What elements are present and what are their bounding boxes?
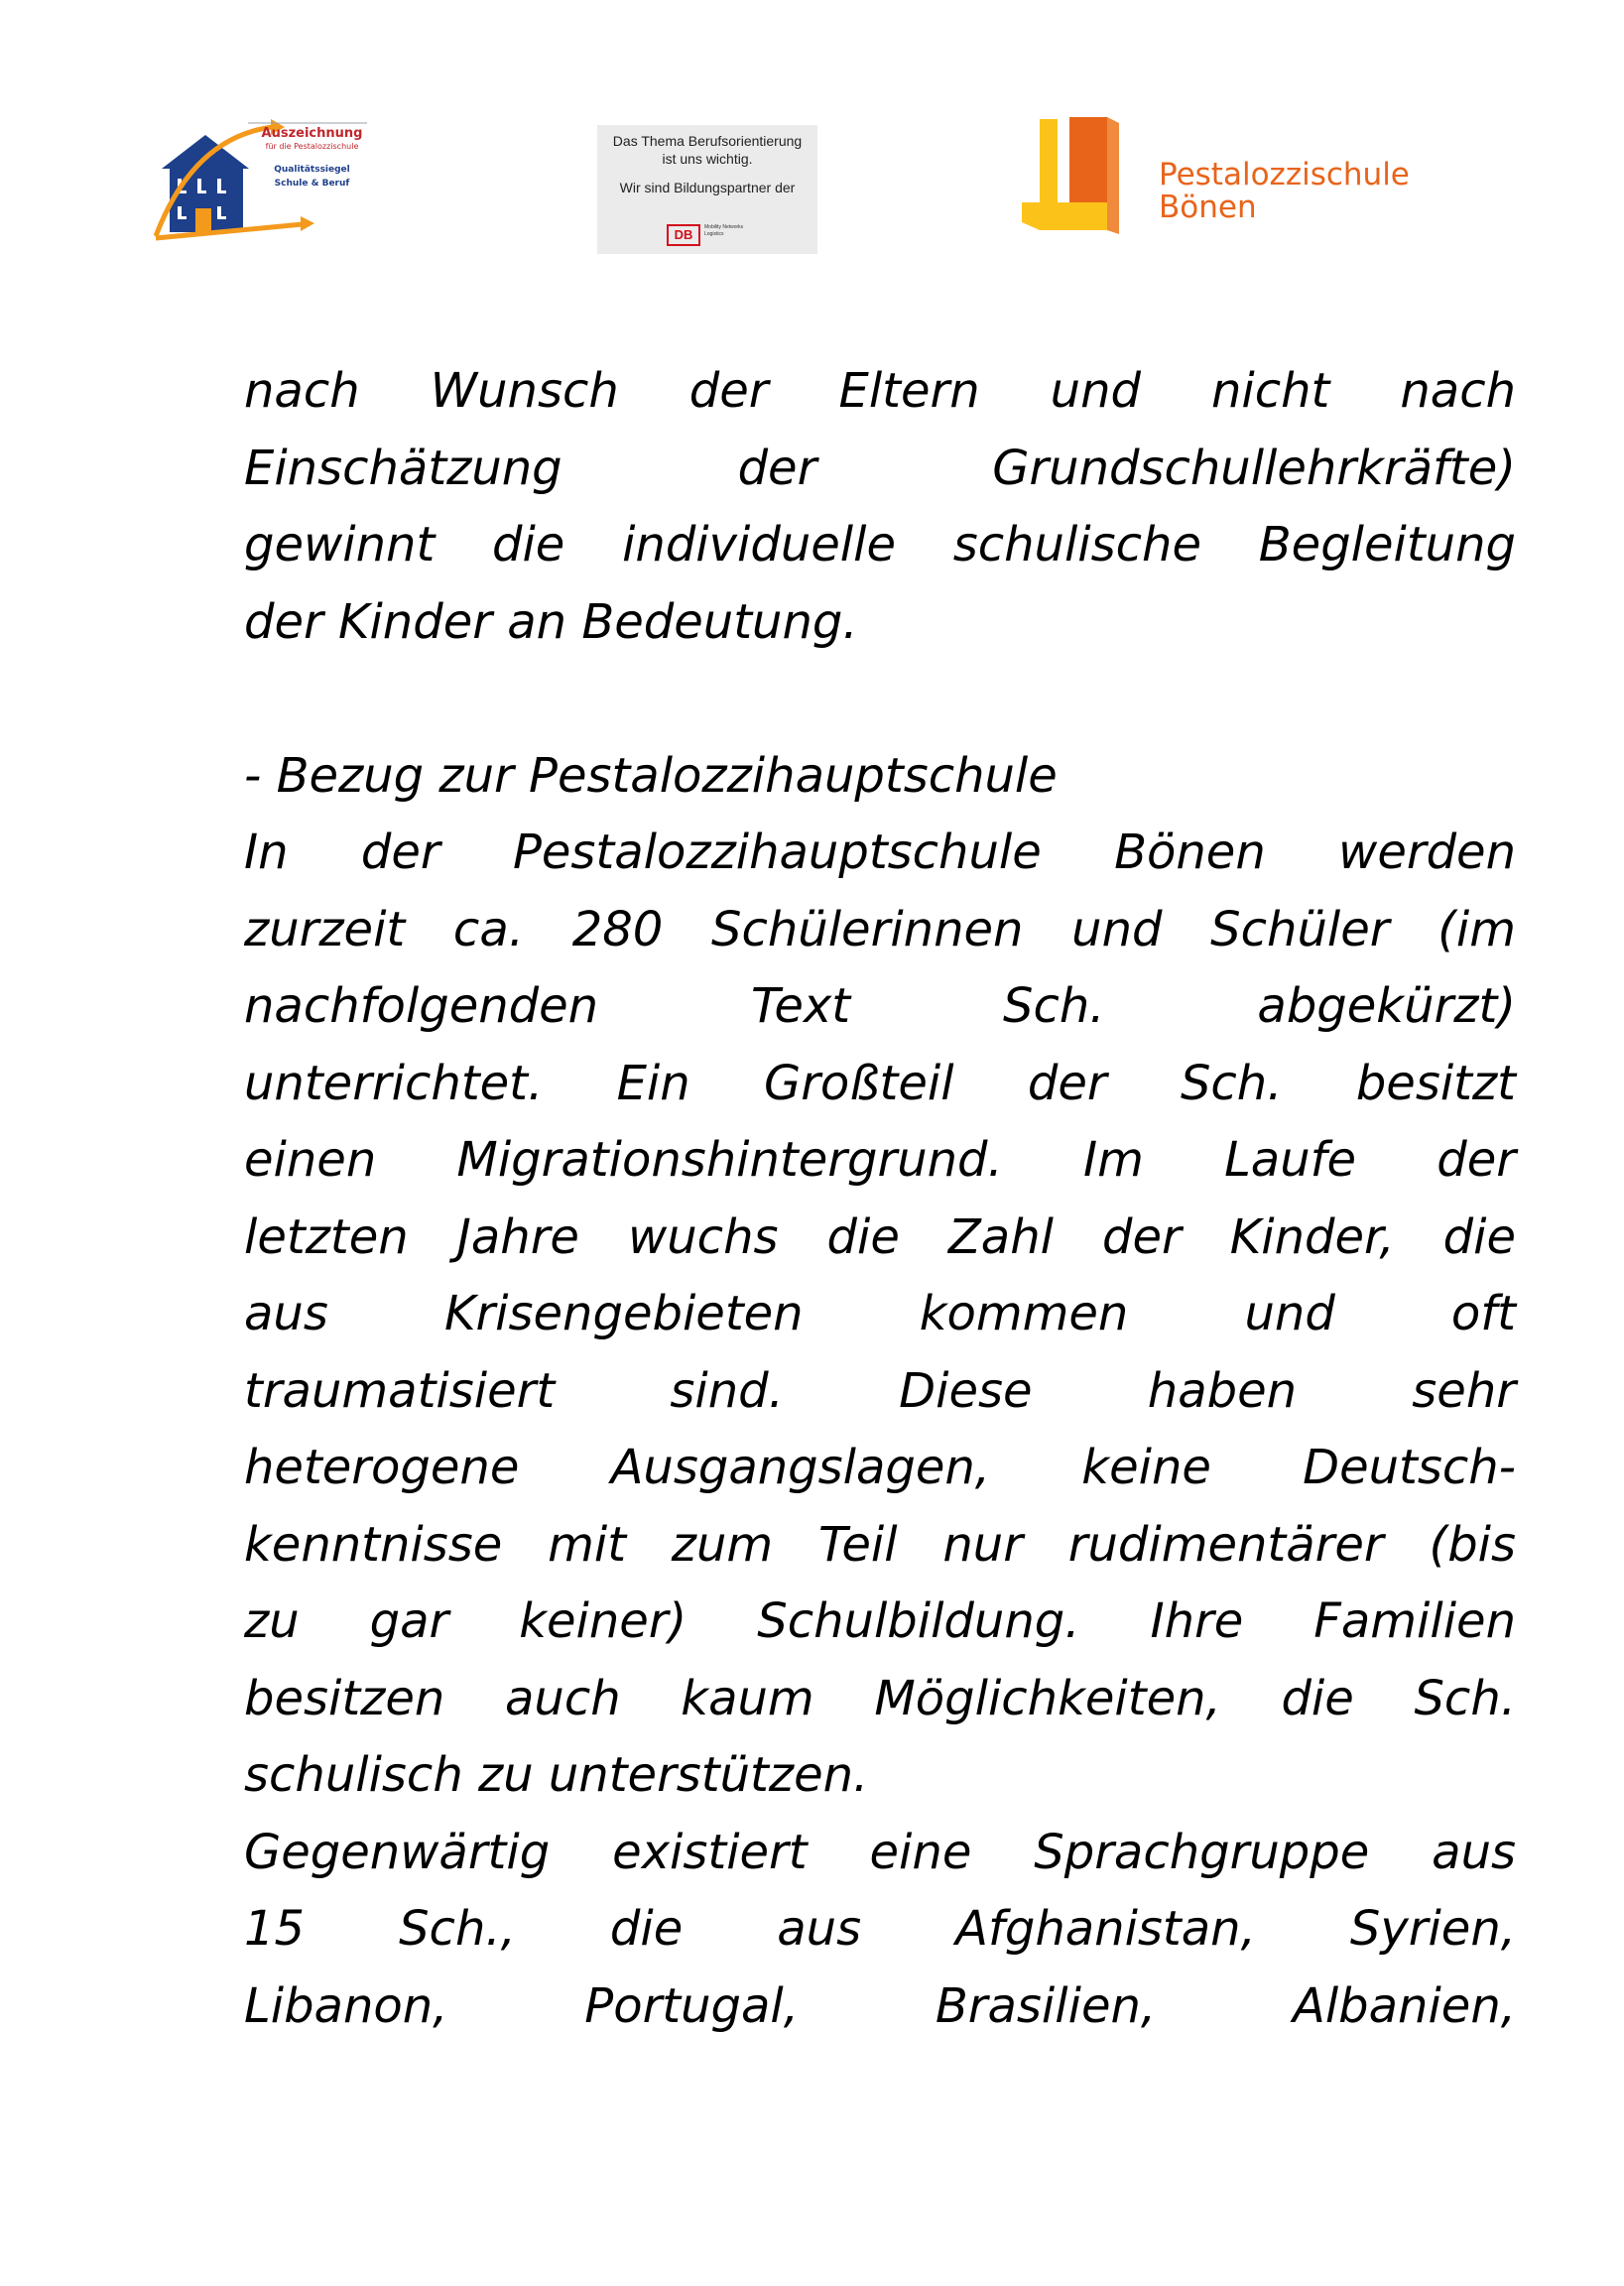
paragraph-1 [244, 353, 1516, 661]
text-line: 15 Sch., die aus Afghanistan, Syrien, [244, 1901, 1516, 1957]
section-heading-block [244, 738, 1516, 816]
award-logo [154, 117, 367, 251]
text-line: unterrichtet. Ein Großteil der Sch. besitzt [244, 1055, 1516, 1111]
award-title: Auszeichnung [261, 126, 363, 141]
text-line: Libanon, Portugal, Brasilien, Albanien, [244, 1977, 1516, 2034]
text-line: In der Pestalozzihauptschule Bönen werden [244, 825, 1516, 880]
paragraph-gap [244, 661, 1516, 738]
db-tagline: Mobility Networks Logistics [704, 224, 744, 237]
text-line: gewinnt die individuelle schulische Begleitung [244, 517, 1516, 572]
text-line: zu gar keiner) Schulbildung. Ihre Familien [244, 1593, 1516, 1649]
school-name-line1: Pestalozzischule [1159, 157, 1410, 192]
text-line: Gegenwärtig existiert eine Sprachgruppe aus [244, 1824, 1516, 1880]
text-line: heterogene Ausgangslagen, keine Deutsch- [244, 1440, 1516, 1495]
school-name-line2: Bönen [1159, 189, 1257, 225]
text-line: letzten Jahre wuchs die Zahl der Kinder, die [244, 1208, 1516, 1265]
text-line: nachfolgenden Text Sch. abgekürzt) [244, 978, 1516, 1034]
text-line: kenntnisse mit zum Teil nur rudimentärer (bis [244, 1516, 1516, 1573]
section-heading: - Bezug zur Pestalozzihauptschule [244, 747, 1058, 804]
award-subtitle: für die Pestalozzischule [265, 142, 359, 152]
document-body [244, 353, 1516, 2045]
partner-line3: Wir sind Bildungspartner der [619, 180, 796, 195]
paragraph-2 [244, 815, 1516, 1815]
text-line: nach Wunsch der Eltern und nicht nach [244, 363, 1516, 419]
text-line: schulisch zu unterstützen. [244, 1747, 869, 1803]
page-header [0, 0, 1624, 278]
award-text-block [255, 127, 369, 190]
school-logo [1022, 111, 1438, 240]
text-line: einen Migrationshintergrund. Im Laufe der [244, 1132, 1516, 1188]
text-line: zurzeit ca. 280 Schülerinnen und Schüler (im [244, 901, 1516, 957]
text-line: traumatisiert sind. Diese haben sehr [244, 1362, 1516, 1419]
partner-logo [597, 125, 817, 254]
award-seal-line2: Schule & Beruf [274, 178, 350, 189]
text-line: Einschätzung der Grundschullehrkräfte) [244, 440, 1516, 496]
text-line: aus Krisengebieten kommen und oft [244, 1286, 1516, 1341]
award-seal-line1: Qualitätssiegel [274, 165, 350, 176]
school-name [1159, 159, 1410, 223]
text-line: der Kinder an Bedeutung. [244, 593, 858, 650]
partner-line2: ist uns wichtig. [662, 150, 753, 167]
school-emblem-icon [1022, 111, 1151, 235]
db-mark: DB [667, 224, 700, 246]
partner-line1: Das Thema Berufsorientierung [612, 133, 803, 149]
text-line: besitzen auch kaum Möglichkeiten, die Sch. [244, 1670, 1516, 1726]
db-logo [667, 224, 746, 246]
paragraph-3 [244, 1815, 1516, 2046]
